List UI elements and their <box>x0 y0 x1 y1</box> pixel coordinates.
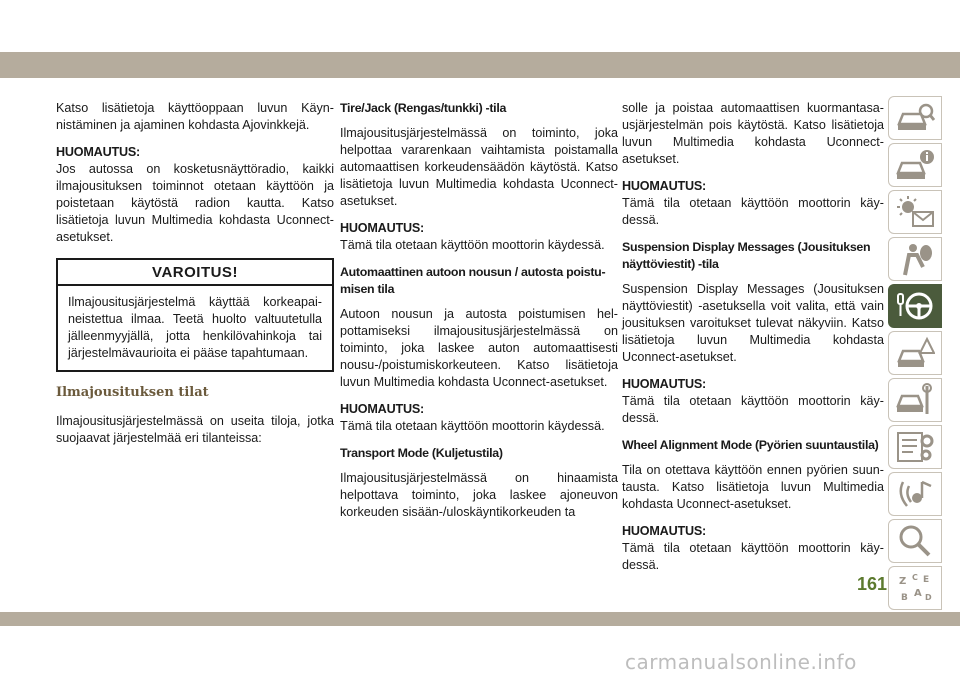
airbag-person-icon <box>895 241 935 277</box>
intro-paragraph: Katso lisätietoja käyttöoppaan luvun Käynnistäminen ja ajaminen kohdasta Ajovinkkejä. <box>56 101 334 132</box>
auto-entry-heading: Automaattinen autoon nousun / autosta poistumisen tila <box>340 265 606 296</box>
tab-specifications[interactable] <box>888 425 942 469</box>
svg-text:B: B <box>901 593 908 603</box>
svg-text:E: E <box>923 575 930 585</box>
note-heading: HUOMAUTUS: <box>622 179 707 193</box>
transport-mode-text: Ilmajousitusjärjestelmässä on hinaamista helpottava toiminto, joka laskee ajoneuvon korkeuden sisään-/uloskäyntikorkeuden ta <box>340 471 618 519</box>
section-heading: Ilmajousituksen tilat <box>56 385 209 400</box>
warning-title: VAROITUS! <box>58 260 332 286</box>
svg-text:C: C <box>912 573 918 582</box>
footer-band <box>0 612 960 626</box>
tab-customer-assistance[interactable] <box>888 519 942 563</box>
column-3 <box>622 100 884 584</box>
chapter-tabs <box>888 96 948 613</box>
tab-starting-driving[interactable] <box>888 284 942 328</box>
magnifier-search-icon <box>895 523 935 559</box>
section-paragraph: Ilmajousitusjärjestelmässä on useita tiloja, jotka suojaavat järjestelmää eri tilanteissa: <box>56 414 334 445</box>
tab-safety[interactable] <box>888 237 942 281</box>
header-band <box>0 52 960 78</box>
tire-jack-heading: Tire/Jack (Rengas/tunkki) -tila <box>340 101 507 115</box>
warning-text: Ilmajousitusjärjestelmä käyttää korkeapaineistettua ilmaa. Teetä huolto valtuutetulla jälleenmyyjällä, jotta henkilövahinkoja tai järjestelmävaurioita ei pääse tapahtumaan. <box>68 295 322 360</box>
note-heading: HUOMAUTUS: <box>56 145 141 159</box>
suspension-display-text: Suspension Display Messages (Jousituksen näyttöviestit) -asetuksella voit valita, että vain jousituksen varoitukset tulevat näkyviin. Katso lisätietoja luvun Multimedia kohdasta Uconnect-asetukset. <box>622 282 884 364</box>
column-1 <box>56 100 334 457</box>
suspension-display-heading: Suspension Display Messages (Jousituksen näyttöviestit) -tila <box>622 240 871 271</box>
tab-multimedia[interactable] <box>888 472 942 516</box>
wheel-alignment-text: Tila on otettava käyttöön ennen pyörien suuntausta. Katso lisätietoja luvun Multimedia kohdasta Uconnect-asetukset. <box>622 463 884 511</box>
car-info-icon <box>895 147 935 183</box>
tab-car-search[interactable] <box>888 96 942 140</box>
transport-mode-heading: Transport Mode (Kuljetustila) <box>340 446 503 460</box>
wheel-alignment-heading: Wheel Alignment Mode (Pyörien suuntaustila) <box>622 438 879 452</box>
car-tools-icon <box>895 382 935 418</box>
note-text: Tämä tila otetaan käyttöön moottorin käydessä. <box>340 238 605 252</box>
warning-box <box>56 258 334 372</box>
svg-text:A: A <box>914 588 922 599</box>
settings-list-icon <box>895 429 935 465</box>
page-number: 161 <box>857 574 888 594</box>
note-heading: HUOMAUTUS: <box>340 221 425 235</box>
transport-continued-text: solle ja poistaa automaattisen kuormantasausjärjestelmän pois käytöstä. Katso lisätietoja luvun Multimedia kohdasta Uconnect-asetukset. <box>622 101 884 166</box>
tab-service[interactable] <box>888 378 942 422</box>
multimedia-music-icon <box>895 476 935 512</box>
note-text: Tämä tila otetaan käyttöön moottorin käydessä. <box>622 541 884 572</box>
tab-index[interactable] <box>888 566 942 610</box>
note-text: Tämä tila otetaan käyttöön moottorin käydessä. <box>622 394 884 425</box>
index-letters-icon <box>895 570 935 606</box>
column-2 <box>340 100 618 531</box>
tab-car-info[interactable] <box>888 143 942 187</box>
warning-triangle-car-icon <box>895 335 935 371</box>
svg-text:D: D <box>925 593 932 602</box>
tire-jack-text: Ilmajousitusjärjestelmässä on toiminto, joka helpottaa vararenkaan vaihtamista poistamalla automaattisen korkeudensäädön käytöstä. Katso lisätietoja luvun Multimedia kohdasta Uconnect-asetukset. <box>340 126 618 208</box>
svg-text:Z: Z <box>899 576 907 587</box>
watermark-text: carmanualsonline.info <box>625 650 857 674</box>
steering-wheel-key-icon <box>895 288 935 324</box>
tab-warning-lights[interactable] <box>888 190 942 234</box>
note-text: Tämä tila otetaan käyttöön moottorin käydessä. <box>622 196 884 227</box>
note-heading: HUOMAUTUS: <box>622 524 707 538</box>
tab-emergency[interactable] <box>888 331 942 375</box>
car-search-icon <box>895 100 935 136</box>
note-text: Jos autossa on kosketusnäyttöradio, kaikki ilmajousituksen toiminnot otetaan käyttöön ja poistetaan käytöstä radion kautta. Katso lisätietoja luvun Multimedia kohdasta Uconnect-asetukset. <box>56 162 334 244</box>
note-heading: HUOMAUTUS: <box>622 377 707 391</box>
warning-light-message-icon <box>895 194 935 230</box>
note-text: Tämä tila otetaan käyttöön moottorin käydessä. <box>340 419 605 433</box>
note-heading: HUOMAUTUS: <box>340 402 425 416</box>
auto-entry-text: Autoon nousun ja autosta poistumisen helpottamiseksi ilmajousitusjärjestelmässä on toiminto, joka laskee auton automaattisesti nousu-/poistumiskorkeuteen. Katso lisätietoja luvun Multimedia kohdasta Uconnect-asetukset. <box>340 307 618 389</box>
